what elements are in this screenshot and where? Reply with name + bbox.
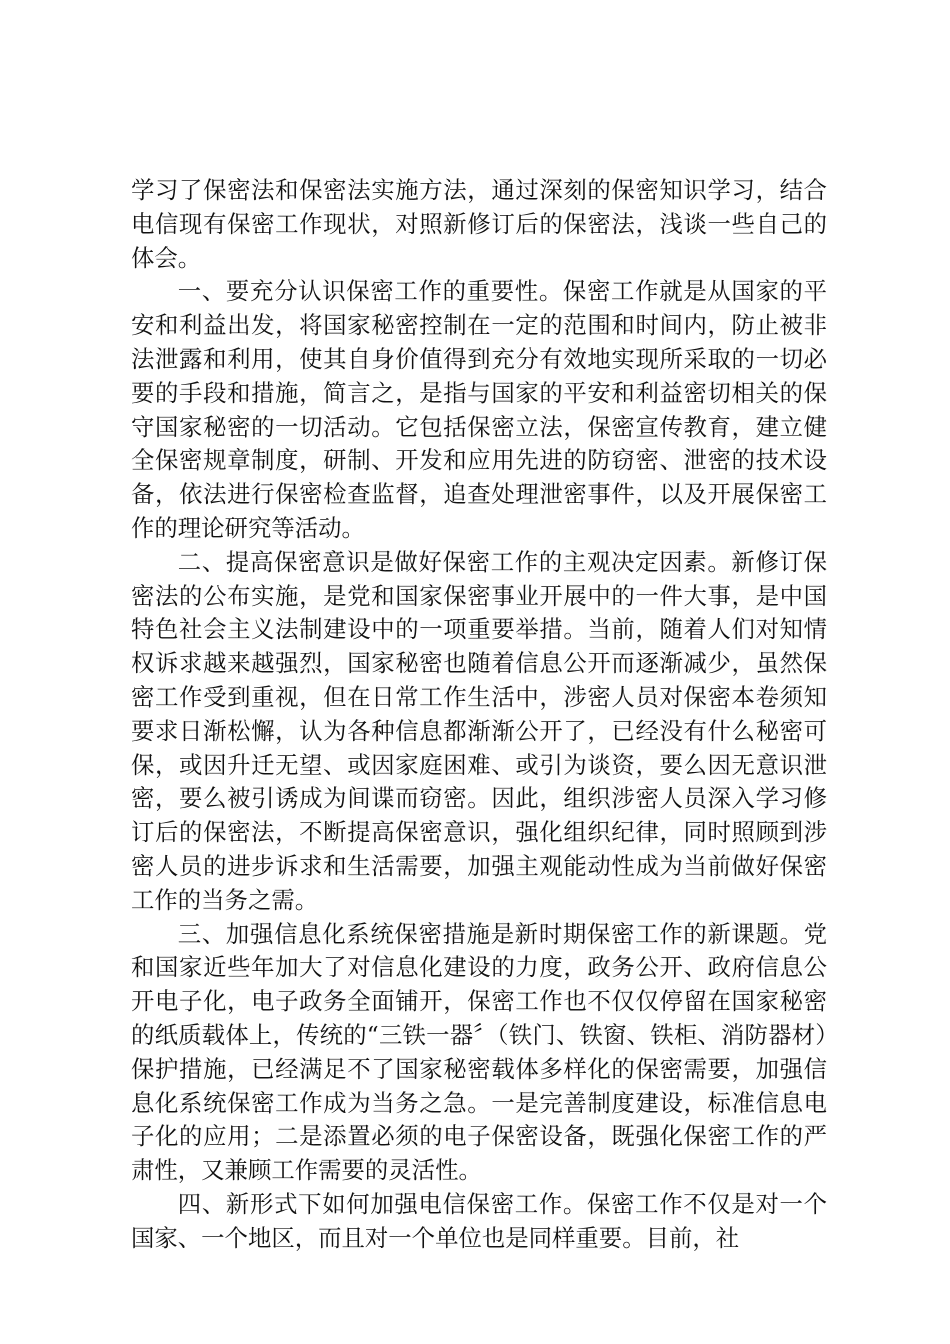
paragraph-section-3: 三、加强信息化系统保密措施是新时期保密工作的新课题。党和国家近些年加大了对信息化建设的力度，政务公开、政府信息公开电子化，电子政务全面铺开，保密工作也不仅仅停留在国家秘密的纸质载体上，传统的“三铁一器〞（铁门、铁窗、铁柜、消防器材）保护措施，已经满足不了国家秘密载体多样化的保密需要，加强信息化系统保密工作成为当务之急。一是完善制度建设，标准信息电子化的应用；二是添置必须的电子保密设备，既强化保密工作的严肃性，又兼顾工作需要的灵活性。 xyxy=(131,919,827,1185)
paragraph-section-1: 一、要充分认识保密工作的重要性。保密工作就是从国家的平安和利益出发，将国家秘密控制在一定的范围和时间内，防止被非法泄露和利用，使其自身价值得到充分有效地实现所采取的一切必要的手段和措施，简言之，是指与国家的平安和利益密切相关的保守国家秘密的一切活动。它包括保密立法，保密宣传教育，建立健全保密规章制度，研制、开发和应用先进的防窃密、泄密的技术设备，依法进行保密检查监督，追查处理泄密事件，以及开展保密工作的理论研究等活动。 xyxy=(131,277,827,542)
paragraph-section-4: 四、新形式下如何加强电信保密工作。保密工作不仅是对一个国家、一个地区，而且对一个单位也是同样重要。目前，社 xyxy=(131,1189,827,1252)
paragraph-intro: 学习了保密法和保密法实施方法，通过深刻的保密知识学习，结合电信现有保密工作现状，对照新修订后的保密法，浅谈一些自己的体会。 xyxy=(131,176,827,272)
document-body xyxy=(131,174,827,1256)
paragraph-section-2: 二、提高保密意识是做好保密工作的主观决定因素。新修订保密法的公布实施，是党和国家保密事业开展中的一件大事，是中国特色社会主义法制建设中的一项重要举措。当前，随着人们对知情权诉求越来越强烈，国家秘密也随着信息公开而逐渐减少，虽然保密工作受到重视，但在日常工作生活中，涉密人员对保密本卷须知要求日渐松懈，认为各种信息都渐渐公开了，已经没有什么秘密可保，或因升迁无望、或因家庭困难、或引为谈资，要么因无意识泄密，要么被引诱成为间谍而窃密。因此，组织涉密人员深入学习修订后的保密法，不断提高保密意识，强化组织纪律，同时照顾到涉密人员的进步诉求和生活需要，加强主观能动性成为当前做好保密工作的当务之需。 xyxy=(131,547,827,914)
